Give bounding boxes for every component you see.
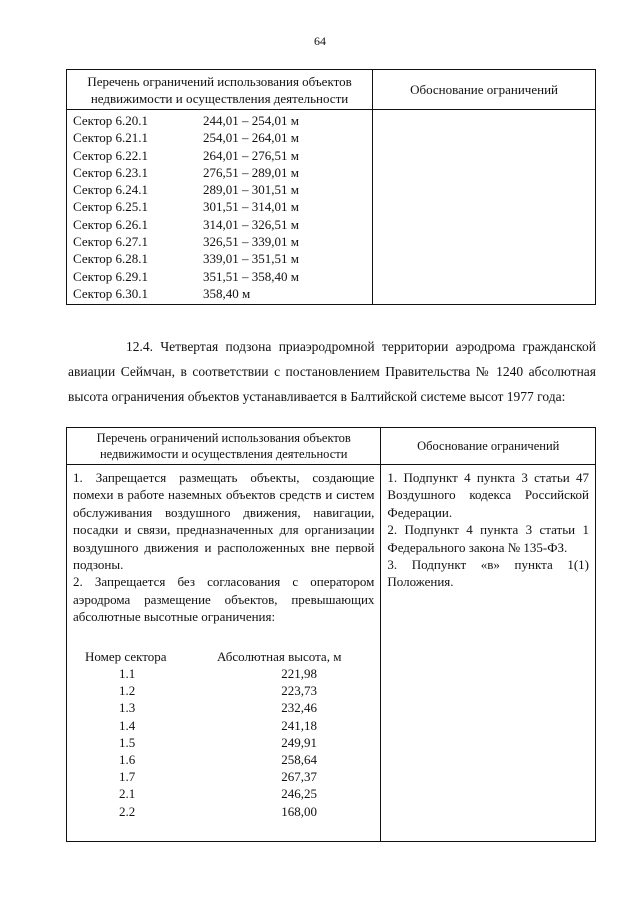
absolute-height: 223,73: [281, 683, 317, 699]
section-paragraph-12-4: 12.4. Четвертая подзона приаэродромной территории аэродрома гражданской авиации Сеймчан, в соответствии с постановлением Правительства № 1240 абсолютная высота ограничения объектов устанавливается в Балтийской системе высот 1977 года:: [68, 338, 596, 404]
sector-number: 1.2: [119, 683, 136, 699]
absolute-height-header: Абсолютная высота, м: [217, 648, 342, 664]
restrictions-table-subzone-4: [66, 427, 596, 842]
altitude-row: [73, 751, 374, 768]
absolute-height: 249,91: [281, 734, 317, 750]
altitude-row: [73, 699, 374, 716]
table1-basis-cell: [373, 110, 596, 305]
sector-range: 351,51 – 358,40 м: [203, 268, 299, 284]
sector-range: 244,01 – 254,01 м: [203, 113, 299, 128]
altitude-row: [73, 734, 374, 751]
sector-number: 1.4: [119, 717, 136, 733]
sector-number: 1.7: [119, 769, 136, 785]
sector-name: Сектор 6.21.1: [73, 130, 149, 146]
sector-row: [73, 268, 366, 285]
altitude-table-header: [73, 648, 374, 665]
sector-row: [73, 129, 366, 146]
restriction-item-2: 2. Запрещается без согласования с оператором аэродрома размещение объектов, превышающих абсолютные высотные ограничения:: [73, 574, 375, 625]
absolute-height: 168,00: [281, 803, 317, 819]
basis-cell: [381, 465, 596, 842]
sector-range: 326,51 – 339,01 м: [203, 234, 299, 250]
sector-row: [73, 112, 366, 129]
sector-row: [73, 233, 366, 250]
absolute-height: 267,37: [281, 769, 317, 785]
table1-header-restrictions: Перечень ограничений использования объектов недвижимости и осуществления деятельности: [67, 70, 373, 110]
sector-range: 339,01 – 351,51 м: [203, 251, 299, 267]
sector-range: 289,01 – 301,51 м: [203, 182, 299, 198]
table2-header-basis: Обоснование ограничений: [381, 428, 596, 465]
sector-number: 1.1: [119, 666, 136, 682]
basis-item-3: 3. Подпункт «в» пункта 1(1) Положения.: [387, 557, 589, 590]
absolute-height: 241,18: [281, 717, 317, 733]
absolute-height: 232,46: [281, 700, 317, 716]
sector-range: 301,51 – 314,01 м: [203, 199, 299, 215]
restriction-item-1: 1. Запрещается размещать объекты, создающие помехи в работе наземных объектов средств и систем обслуживания воздушного движения, навигации, посадки и связи, предназначенных для организации воздушного движения и расположенных вне первой подзоны.: [73, 470, 375, 573]
sector-number: 1.6: [119, 752, 136, 767]
sector-name: Сектор 6.24.1: [73, 182, 149, 198]
altitude-row: [73, 785, 374, 802]
sector-list: [67, 110, 373, 305]
sector-row: [73, 147, 366, 164]
sector-range: 264,01 – 276,51 м: [203, 147, 299, 163]
sector-row: [73, 250, 366, 267]
sector-number: 1.3: [119, 700, 136, 716]
altitude-row: [73, 665, 374, 682]
sector-name: Сектор 6.20.1: [73, 113, 149, 128]
absolute-height: 221,98: [281, 666, 317, 682]
sector-range: 314,01 – 326,51 м: [203, 216, 299, 232]
table2-header-restrictions: Перечень ограничений использования объектов недвижимости и осуществления деятельности: [67, 428, 381, 465]
altitude-row: [73, 768, 374, 785]
page-number: 64: [314, 34, 326, 48]
sector-name: Сектор 6.25.1: [73, 199, 149, 215]
table1-header-basis: Обоснование ограничений: [373, 70, 596, 110]
altitude-row: [73, 803, 374, 820]
sector-name: Сектор 6.23.1: [73, 164, 149, 180]
sector-number: 1.5: [119, 734, 136, 750]
sector-row: [73, 198, 366, 215]
sector-row: [73, 285, 366, 302]
altitude-table: [73, 648, 374, 820]
sector-row: [73, 164, 366, 181]
altitude-row: [73, 682, 374, 699]
sector-name: Сектор 6.22.1: [73, 147, 149, 163]
altitude-row: [73, 717, 374, 734]
restrictions-table-sectors: [66, 69, 596, 305]
sector-number-header: Номер сектора: [85, 648, 167, 664]
sector-name: Сектор 6.27.1: [73, 234, 149, 250]
absolute-height: 246,25: [281, 786, 317, 802]
sector-number: 2.2: [119, 803, 136, 819]
sector-name: Сектор 6.30.1: [73, 285, 149, 301]
sector-name: Сектор 6.28.1: [73, 251, 149, 267]
sector-name: Сектор 6.29.1: [73, 268, 149, 284]
basis-item-1: 1. Подпункт 4 пункта 3 статьи 47 Воздушного кодекса Российской Федерации.: [387, 470, 589, 520]
basis-item-2: 2. Подпункт 4 пункта 3 статьи 1 Федерального закона № 135-ФЗ.: [387, 522, 589, 555]
sector-name: Сектор 6.26.1: [73, 216, 149, 232]
sector-row: [73, 181, 366, 198]
sector-number: 2.1: [119, 786, 136, 802]
absolute-height: 258,64: [281, 752, 317, 767]
sector-range: 358,40 м: [203, 285, 251, 301]
sector-row: [73, 216, 366, 233]
restrictions-cell: [67, 465, 381, 842]
sector-range: 276,51 – 289,01 м: [203, 164, 299, 180]
sector-range: 254,01 – 264,01 м: [203, 130, 299, 146]
